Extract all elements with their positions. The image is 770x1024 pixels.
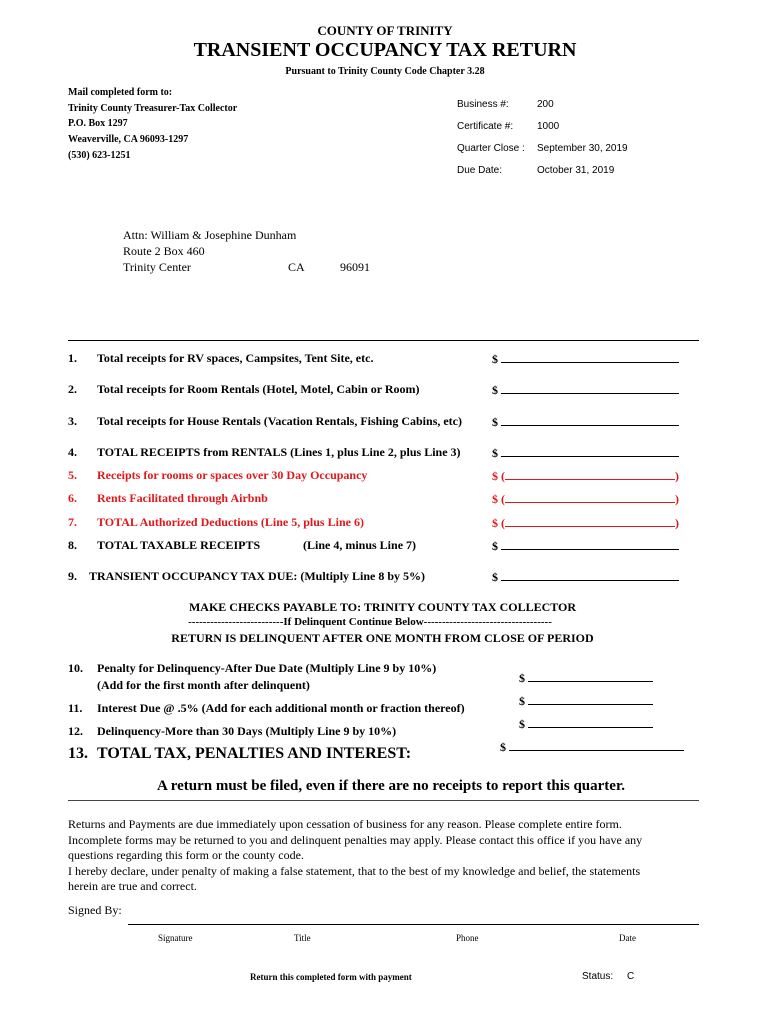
line-label: Delinquency-More than 30 Days (Multiply Line 9 by 10%): [97, 724, 397, 738]
mail-line: (530) 623-1251: [68, 150, 131, 161]
line-number: 7.: [68, 515, 77, 529]
amount-field[interactable]: [519, 670, 653, 686]
amount-field[interactable]: [519, 716, 653, 732]
line-label: Interest Due @ .5% (Add for each additional month or fraction thereof): [97, 701, 465, 715]
dollar-sign: $: [500, 740, 506, 754]
mail-heading: Mail completed form to:: [68, 87, 173, 98]
paren-open: (: [501, 469, 505, 483]
line-number: 6.: [68, 491, 77, 505]
dollar-sign: $: [519, 717, 525, 731]
section-divider: [68, 340, 699, 341]
line-number: 12.: [68, 724, 83, 738]
line-number: 1.: [68, 351, 77, 365]
body-text: I hereby declare, under penalty of making a false statement, that to the best of my knowledge and belief, the statements: [68, 864, 641, 878]
deduction-field[interactable]: [492, 515, 679, 531]
county-name: COUNTY OF TRINITY: [317, 23, 453, 38]
dollar-sign: $: [492, 492, 498, 506]
amount-field[interactable]: [492, 538, 679, 554]
dollar-sign: $: [492, 383, 498, 397]
body-text: questions regarding this form or the county code.: [68, 848, 304, 862]
due-date-label: Due Date:: [457, 165, 503, 176]
date-label: Date: [619, 933, 636, 943]
phone-label: Phone: [456, 933, 479, 943]
delinquent-label: If Delinquent Continue Below: [283, 616, 424, 628]
status-label: Status:: [582, 971, 614, 982]
must-file-notice: A return must be filed, even if there are no receipts to report this quarter.: [157, 778, 625, 794]
dashes: -----------------------------------: [423, 616, 552, 628]
form-subtitle: Pursuant to Trinity County Code Chapter 3.28: [285, 66, 485, 77]
delinquent-rule: RETURN IS DELINQUENT AFTER ONE MONTH FROM CLOSE OF PERIOD: [171, 631, 594, 645]
form-title: TRANSIENT OCCUPANCY TAX RETURN: [193, 39, 577, 61]
signature-line[interactable]: [128, 924, 699, 925]
line-label: Total receipts for House Rentals (Vacation Rentals, Fishing Cabins, etc): [97, 414, 463, 428]
title-label: Title: [294, 933, 311, 943]
certificate-label: Certificate #:: [457, 121, 514, 132]
certificate-value: 1000: [537, 121, 560, 132]
line-note: (Line 4, minus Line 7): [303, 538, 417, 552]
body-text: herein are true and correct.: [68, 879, 197, 893]
due-date-value: October 31, 2019: [537, 165, 615, 176]
line-number: 2.: [68, 382, 77, 396]
deduction-field[interactable]: [492, 468, 679, 484]
amount-field[interactable]: [492, 414, 679, 430]
address-street: Route 2 Box 460: [123, 244, 205, 258]
amount-field[interactable]: [492, 351, 679, 367]
dollar-sign: $: [492, 516, 498, 530]
paren-close: ): [675, 492, 679, 506]
line-label: TRANSIENT OCCUPANCY TAX DUE: (Multiply Line 8 by 5%): [89, 569, 426, 583]
line-sublabel: (Add for the first month after delinquent): [97, 678, 310, 692]
line-label: TOTAL TAX, PENALTIES AND INTEREST:: [97, 745, 412, 762]
amount-field[interactable]: [519, 693, 653, 709]
dollar-sign: $: [492, 469, 498, 483]
line-number: 10.: [68, 661, 83, 675]
dollar-sign: $: [492, 570, 498, 584]
line-label: Rents Facilitated through Airbnb: [97, 491, 268, 505]
body-text: Incomplete forms may be returned to you and delinquent penalties may apply. Please contact this office if you have any: [68, 833, 643, 847]
line-number: 8.: [68, 538, 77, 552]
line-number: 3.: [68, 414, 77, 428]
line-number: 9.: [68, 569, 77, 583]
line-number: 5.: [68, 468, 77, 482]
mail-line: Trinity County Treasurer-Tax Collector: [68, 103, 238, 114]
line-number: 4.: [68, 445, 77, 459]
deduction-field[interactable]: [492, 491, 679, 507]
dollar-sign: $: [492, 352, 498, 366]
line-number: 11.: [68, 701, 83, 715]
dollar-sign: $: [492, 539, 498, 553]
quarter-value: September 30, 2019: [537, 143, 628, 154]
quarter-label: Quarter Close :: [457, 143, 525, 154]
paren-close: ): [675, 516, 679, 530]
address-zip: 96091: [340, 260, 370, 274]
address-state: CA: [288, 260, 305, 274]
line-label: Penalty for Delinquency-After Due Date (Multiply Line 9 by 10%): [97, 661, 437, 675]
section-divider: [68, 800, 699, 801]
return-note: Return this completed form with payment: [250, 972, 412, 982]
mail-line: Weaverville, CA 96093-1297: [68, 134, 189, 145]
dollar-sign: $: [492, 446, 498, 460]
business-label: Business #:: [457, 99, 509, 110]
mail-line: P.O. Box 1297: [68, 118, 128, 129]
signature-label: Signature: [158, 933, 193, 943]
paren-open: (: [501, 492, 505, 506]
business-value: 200: [537, 99, 554, 110]
paren-open: (: [501, 516, 505, 530]
amount-field[interactable]: [492, 382, 679, 398]
dollar-sign: $: [492, 415, 498, 429]
line-label: Total receipts for RV spaces, Campsites, Tent Site, etc.: [97, 351, 374, 365]
paren-close: ): [675, 469, 679, 483]
delinquent-divider: [0, 616, 740, 628]
amount-field[interactable]: [492, 445, 679, 461]
line-label: Receipts for rooms or spaces over 30 Day Occupancy: [97, 468, 368, 482]
dollar-sign: $: [519, 694, 525, 708]
amount-field[interactable]: [492, 569, 679, 585]
line-number: 13.: [68, 745, 88, 762]
dollar-sign: $: [519, 671, 525, 685]
status-value: C: [627, 971, 635, 982]
line-label: TOTAL TAXABLE RECEIPTS: [97, 538, 261, 552]
address-city: Trinity Center: [123, 260, 191, 274]
payable-notice: MAKE CHECKS PAYABLE TO: TRINITY COUNTY TAX COLLECTOR: [188, 600, 577, 614]
line-label: Total receipts for Room Rentals (Hotel, Motel, Cabin or Room): [97, 382, 420, 396]
line-label: TOTAL Authorized Deductions (Line 5, plus Line 6): [97, 515, 364, 529]
body-text: Returns and Payments are due immediately upon cessation of business for any reason. Please complete entire form.: [68, 817, 622, 831]
dashes: --------------------------: [188, 616, 284, 628]
total-amount-field[interactable]: [500, 739, 684, 755]
signed-by-label: Signed By:: [68, 903, 122, 917]
address-attn: Attn: William & Josephine Dunham: [123, 228, 297, 242]
line-label: TOTAL RECEIPTS from RENTALS (Lines 1, plus Line 2, plus Line 3): [97, 445, 461, 459]
